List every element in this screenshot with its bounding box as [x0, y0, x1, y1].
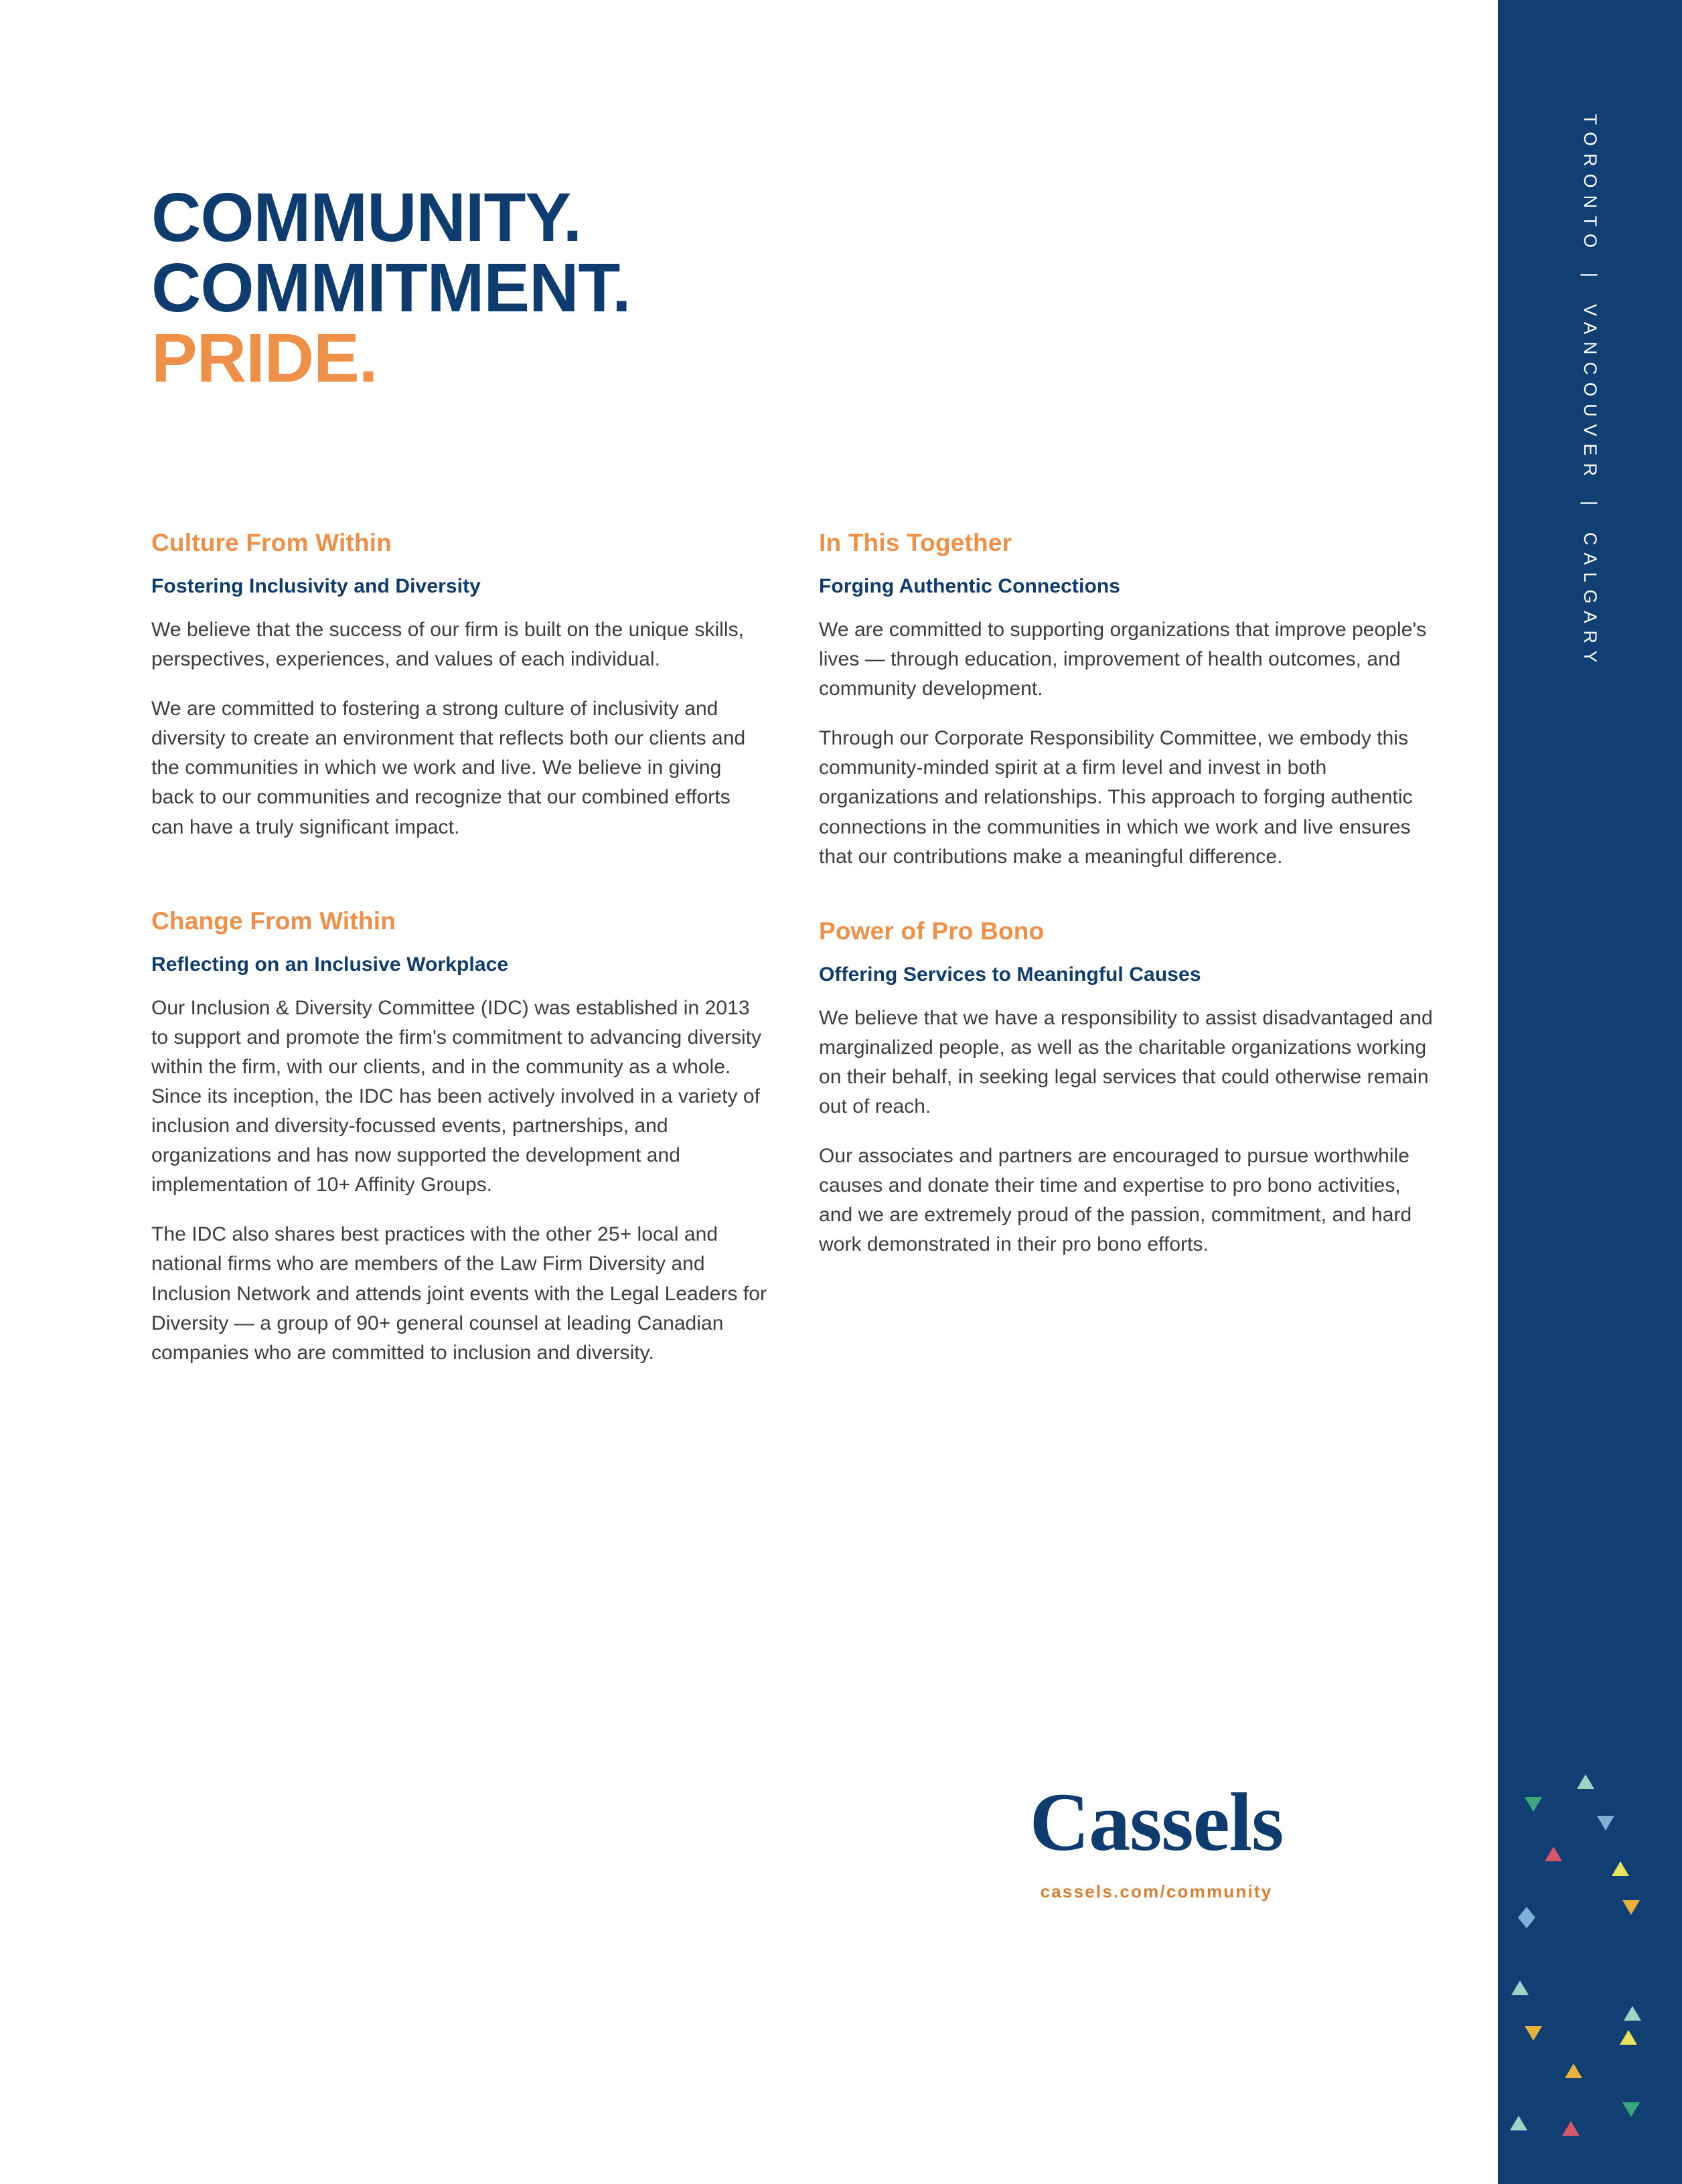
triangle-icon — [1510, 2116, 1527, 2130]
triangle-icon — [1525, 2026, 1542, 2041]
section-paragraph: We are committed to fostering a strong culture of inclusivity and diversity to create an environment that reflects both our clients and the communities in which we work and live. We believe in giving back to our communities and recognize that our combined efforts can have a truly significant impact. — [151, 698, 746, 838]
section-power-of-pro-bono — [819, 917, 1435, 1260]
website-url[interactable]: cassels.com/community — [1040, 1881, 1273, 1901]
headline-line-3: PRIDE. — [151, 319, 378, 397]
section-paragraph: We believe that the success of our firm is built on the unique skills, perspectives, experiences, and values of each individual. — [151, 619, 745, 671]
office-locations — [1498, 114, 1682, 670]
section-paragraph: The IDC also shares best practices with the other 25+ local and national firms who are members of the Law Firm Diversity and Inclusion Network and attends joint events with the Legal Leaders for Diversity — a group of 90+ general counsel at leading Canadian companies who are committed to inclusion and diversity. — [151, 1223, 767, 1364]
section-in-this-together — [819, 529, 1435, 872]
triangle-icon — [1597, 1816, 1614, 1830]
headline-line-2: COMMITMENT. — [151, 249, 631, 327]
section-change-from-within — [151, 907, 767, 1368]
section-spacer — [819, 872, 1435, 917]
logo-block — [949, 1776, 1364, 1902]
triangle-icon — [1511, 1980, 1529, 1995]
page-title — [151, 179, 631, 397]
section-title: Change From Within — [151, 907, 396, 935]
triangle-icon — [1620, 2030, 1637, 2045]
office-location-calgary: CALGARY — [1580, 532, 1600, 670]
section-paragraph: Our associates and partners are encouraged to pursue worthwhile causes and donate their time and expertise to pro bono activities, and we are extremely proud of the passion, commitment, and hard work demonstrated in their pro bono efforts. — [819, 1145, 1412, 1256]
triangle-icon — [1545, 1847, 1562, 1861]
triangle-icon — [1622, 2102, 1640, 2117]
triangle-icon — [1624, 2006, 1641, 2021]
triangle-icon — [1577, 1774, 1594, 1789]
section-paragraph: Our Inclusion & Diversity Committee (IDC) was established in 2013 to support and promote the firm's commitment to advancing diversity within the firm, with our clients, and in the community as a whole. Since its inception, the IDC has been actively involved in a variety of inclusion and diversity-focussed events, partnerships, and organizations and has now supported the development and implementation of 10+ Affinity Groups. — [151, 996, 762, 1196]
section-spacer — [151, 842, 767, 907]
office-location-toronto: TORONTO — [1580, 114, 1600, 256]
column-right — [819, 529, 1435, 1368]
cassels-wordmark: Cassels — [1029, 1776, 1284, 1868]
section-title: Culture From Within — [151, 529, 392, 556]
triangle-icon — [1612, 1861, 1629, 1876]
triangle-icon — [1562, 2121, 1580, 2136]
office-location-vancouver: VANCOUVER — [1580, 304, 1600, 484]
headline-line-1: COMMUNITY. — [151, 179, 582, 256]
triangle-icon — [1565, 2063, 1582, 2078]
section-paragraph: We are committed to supporting organizations that improve people's lives — through education, improvement of health outcomes, and community development. — [819, 619, 1427, 700]
location-separator: | — [1580, 272, 1600, 282]
content-columns — [151, 529, 1444, 1368]
section-title: In This Together — [819, 529, 1012, 556]
section-paragraph: We believe that we have a responsibility to assist disadvantaged and marginalized people, as well as the charitable organizations working on their behalf, in seeking legal services that could otherwise remain out of reach. — [819, 1006, 1433, 1118]
sidebar-rail — [1498, 0, 1682, 2184]
triangle-icon — [1622, 1900, 1640, 1915]
section-subtitle: Fostering Inclusivity and Diversity — [151, 575, 481, 597]
section-culture-from-within — [151, 529, 767, 842]
section-subtitle: Offering Services to Meaningful Causes — [819, 963, 1201, 986]
triangle-icon — [1525, 1797, 1542, 1812]
section-subtitle: Forging Authentic Connections — [819, 575, 1121, 597]
location-separator: | — [1580, 501, 1600, 510]
section-paragraph: Through our Corporate Responsibility Committee, we embody this community-minded spirit at a firm level and invest in both organizations and relationships. This approach to forging authentic connections in the communities in which we work and live ensures that our contributions make a meaningful difference. — [819, 727, 1413, 868]
section-title: Power of Pro Bono — [819, 917, 1045, 945]
section-subtitle: Reflecting on an Inclusive Workplace — [151, 953, 509, 976]
column-left — [151, 529, 767, 1368]
